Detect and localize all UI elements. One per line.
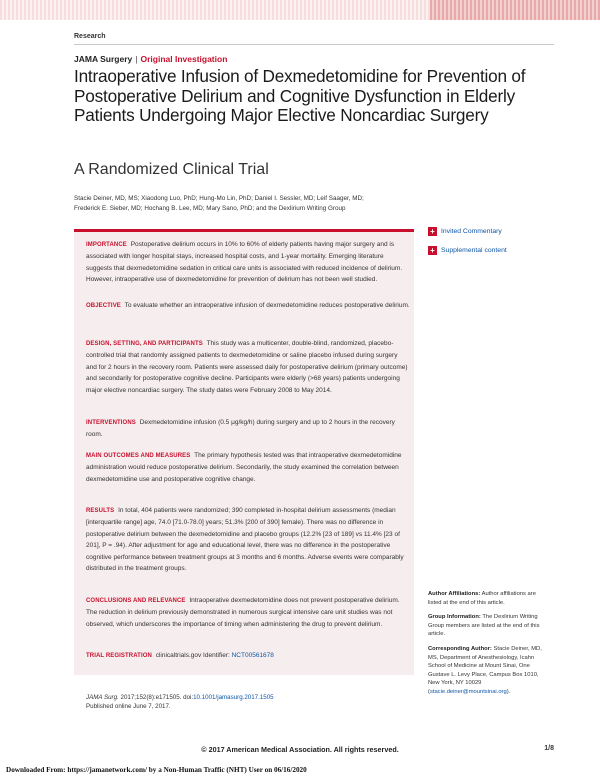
abstract-results xyxy=(86,505,410,574)
abstract-heading: MAIN OUTCOMES AND MEASURES xyxy=(86,453,191,459)
download-notice: Downloaded From: https://jamanetwork.com/ by a Non-Human Traffic (NHT) User on 06/16/2020 xyxy=(6,766,307,774)
abstract-box xyxy=(74,229,414,675)
related-links xyxy=(428,224,507,262)
abstract-outcomes xyxy=(86,450,410,485)
article-title: Intraoperative Infusion of Dexmedetomidine for Prevention of Postoperative Delirium and Cognitive Dysfunction in Elderly Patients Undergoing Major Elective Noncardiac Surgery xyxy=(74,66,526,126)
journal-line xyxy=(74,54,227,64)
abstract-design xyxy=(86,338,410,396)
published-date: Published online June 7, 2017. xyxy=(86,703,171,710)
top-stripe-light xyxy=(0,0,430,20)
copyright-notice: © 2017 American Medical Association. All rights reserved. xyxy=(201,745,399,754)
corresponding-author: Corresponding Author: Stacie Deiner, MD, MS, Department of Anesthesiology, Icahn School of Medicine at Mount Sinai, One Gustave L. Levy Place, Campus Box 1010, New York, NY 10029 (stacie.deiner@mountsinai.org). xyxy=(428,645,542,695)
citation-block xyxy=(86,693,274,711)
section-label: Research xyxy=(74,33,106,40)
abstract-text: Intraoperative dexmedetomidine does not prevent postoperative delirium. The reduction in delirium previously demonstrated in numerous surgical intensive care unit studies was not observed, which underscores the importance of timing when administering the drug to prevent delirium. xyxy=(86,597,400,628)
abstract-heading: TRIAL REGISTRATION xyxy=(86,653,152,659)
abstract-objective xyxy=(86,300,410,312)
abstract-heading: INTERVENTIONS xyxy=(86,420,136,426)
page-number: 1/8 xyxy=(544,745,554,752)
plus-icon: + xyxy=(428,227,437,236)
abstract-heading: OBJECTIVE xyxy=(86,303,121,309)
abstract-text: Dexmedetomidine infusion (0.5 μg/kg/h) during surgery and up to 2 hours in the recovery room. xyxy=(86,419,395,439)
doi-link[interactable]: 10.1001/jamasurg.2017.1505 xyxy=(193,694,274,701)
affil-text: Author affiliations are listed at the end of this article. xyxy=(428,591,536,606)
abstract-text: The primary hypothesis tested was that intraoperative dexmedetomidine administration would reduce postoperative delirium. Secondarily, the study examined the correlation between dexmedetomidine use and postoperative cognitive change. xyxy=(86,452,402,483)
invited-commentary-link[interactable] xyxy=(428,224,507,239)
abstract-heading: RESULTS xyxy=(86,508,115,514)
plus-icon: + xyxy=(428,246,437,255)
header-divider xyxy=(74,44,554,45)
citation-line xyxy=(86,693,274,702)
abstract-heading: CONCLUSIONS AND RELEVANCE xyxy=(86,598,186,604)
abstract-conclusions xyxy=(86,595,410,630)
abstract-heading: DESIGN, SETTING, AND PARTICIPANTS xyxy=(86,341,203,347)
abstract-text: To evaluate whether an intraoperative infusion of dexmedetomidine reduces postoperative delirium. xyxy=(124,302,410,309)
abstract-interventions xyxy=(86,417,410,441)
abstract-text: This study was a multicenter, double-blind, randomized, placebo-controlled trial that randomly assigned patients to dexmedetomidine or saline placebo infused during surgery and for 2 hours in the recovery room. Patients were assessed daily for postoperative delirium (primary outcome) and secondarily for postoperative cognitive decline. Participants were elderly (>68 years) patients undergoing major elective noncardiac surgery. The study dates were February 2008 to May 2014. xyxy=(86,340,408,394)
top-stripe-dark xyxy=(430,0,600,20)
abstract-text: Postoperative delirium occurs in 10% to 60% of elderly patients having major surgery and is associated with longer hospital stays, increased hospital costs, and 1-year mortality. Emerging literature suggests that dexmedetomidine sedation in critical care units is associated with reduced incidence of delirium. However, intraoperative use of dexmedetomidine for prevention of delirium has not been well studied. xyxy=(86,241,403,284)
corr-label: Corresponding Author: xyxy=(428,645,492,652)
invited-commentary-label: Invited Commentary xyxy=(441,228,502,235)
affiliations-sidebar xyxy=(428,590,548,703)
article-type: Original Investigation xyxy=(140,54,228,64)
affil-label: Author Affiliations: xyxy=(428,591,481,597)
abstract-text: In total, 404 patients were randomized; 390 completed in-hospital delirium assessments (median [interquartile range] age, 74.0 [71.0-78.0] years; 51.3% [200 of 390] female). There was no difference in postoperative delirium between the dexmedetomidine and placebo groups (12.2% [23 of 189] vs 11.4% [23 of 201], P = .94). After adjustment for age and educational level, there was no difference in the postoperative cognitive performance between treatment groups at 3 months and 6 months. Adverse events were comparably distributed in the treatment groups. xyxy=(86,507,404,573)
trial-id-link[interactable]: NCT00561678 xyxy=(231,652,274,659)
corr-text: Stacie Deiner, MD, MS, Department of Anesthesiology, Icahn School of Medicine at Mount Sinai, One Gustave L. Levy Place, Campus Box 1010, New York, NY 10029 xyxy=(428,645,542,687)
abstract-importance xyxy=(86,239,410,286)
supplemental-content-label: Supplemental content xyxy=(441,247,507,254)
journal-separator: | xyxy=(135,54,138,64)
group-text: The Dexlirium Writing Group members are listed at the end of this article. xyxy=(428,614,540,638)
group-label: Group Information: xyxy=(428,614,481,621)
citation-ref: 2017;152(8):e171505. doi: xyxy=(120,694,194,701)
group-information xyxy=(428,613,548,639)
author-affiliations xyxy=(428,590,548,607)
corr-email-link[interactable]: stacie.deiner@mountsinai.org xyxy=(429,688,507,695)
journal-name: JAMA Surgery xyxy=(74,54,133,64)
abstract-heading: IMPORTANCE xyxy=(86,242,127,248)
abstract-text: clinicaltrials.gov Identifier: xyxy=(155,652,230,659)
abstract-registration xyxy=(86,650,410,662)
article-subtitle: A Randomized Clinical Trial xyxy=(74,161,269,178)
author-list: Stacie Deiner, MD, MS; Xiaodong Luo, PhD; Hung-Mo Lin, PhD; Daniel I. Sessler, MD; Leif Saager, MD; Frederick E. Sieber, MD; Hochang B. Lee, MD; Mary Sano, PhD; and the Dexlirium Writing Group xyxy=(74,195,364,212)
top-color-bar xyxy=(0,0,600,20)
supplemental-content-link[interactable] xyxy=(428,243,507,258)
citation-journal: JAMA Surg. xyxy=(86,694,119,701)
